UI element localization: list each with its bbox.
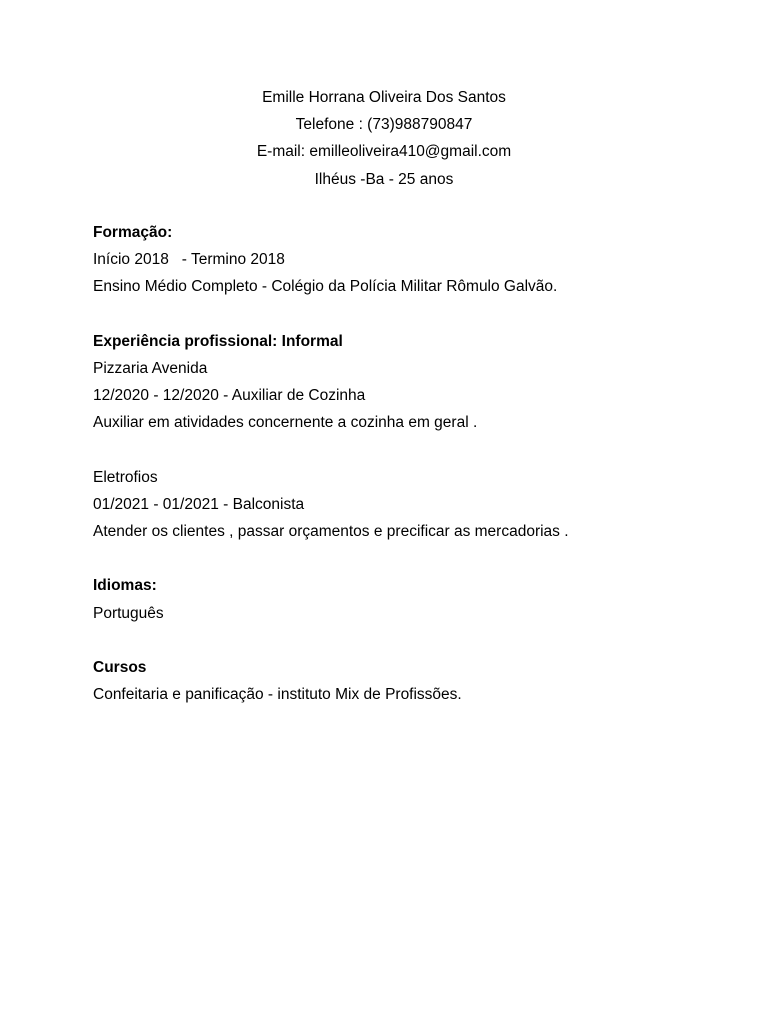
courses-heading: Cursos — [93, 659, 147, 676]
resume-body — [93, 219, 733, 708]
education-section — [93, 219, 733, 301]
email-line: E-mail: emilleoliveira410@gmail.com — [256, 143, 512, 161]
spacer — [93, 545, 733, 572]
job-description: Atender os clientes , passar orçamentos e precificar as mercadorias . — [93, 523, 569, 541]
job-company: Eletrofios — [93, 468, 158, 486]
spacer — [93, 301, 733, 328]
contact-header — [0, 84, 768, 193]
experience-heading: Experiência profissional: Informal — [93, 332, 343, 350]
location-age-line: Ilhéus -Ba - 25 anos — [314, 170, 454, 188]
job-period-role: 12/2020 - 12/2020 - Auxiliar de Cozinha — [93, 387, 366, 405]
languages-section — [93, 572, 733, 626]
education-period: Início 2018 - Termino 2018 — [93, 251, 285, 269]
candidate-name: Emille Horrana Oliveira Dos Santos — [262, 89, 506, 106]
phone-line: Telefone : (73)988790847 — [295, 116, 473, 134]
job-company: Pizzaria Avenida — [93, 359, 208, 377]
job-entry — [93, 464, 733, 546]
spacer — [93, 627, 733, 654]
job-description: Auxiliar em atividades concernente a cozinha em geral . — [93, 414, 478, 432]
courses-section — [93, 654, 733, 708]
language-item: Português — [93, 604, 164, 622]
education-heading: Formação: — [93, 224, 173, 241]
experience-section — [93, 328, 733, 546]
course-item: Confeitaria e panificação - instituto Mix de Profissões. — [93, 686, 462, 704]
education-description: Ensino Médio Completo - Colégio da Polícia Militar Rômulo Galvão. — [93, 278, 558, 296]
job-period-role: 01/2021 - 01/2021 - Balconista — [93, 495, 305, 513]
spacer — [93, 437, 733, 464]
job-entry — [93, 355, 733, 437]
languages-heading: Idiomas: — [93, 577, 157, 595]
